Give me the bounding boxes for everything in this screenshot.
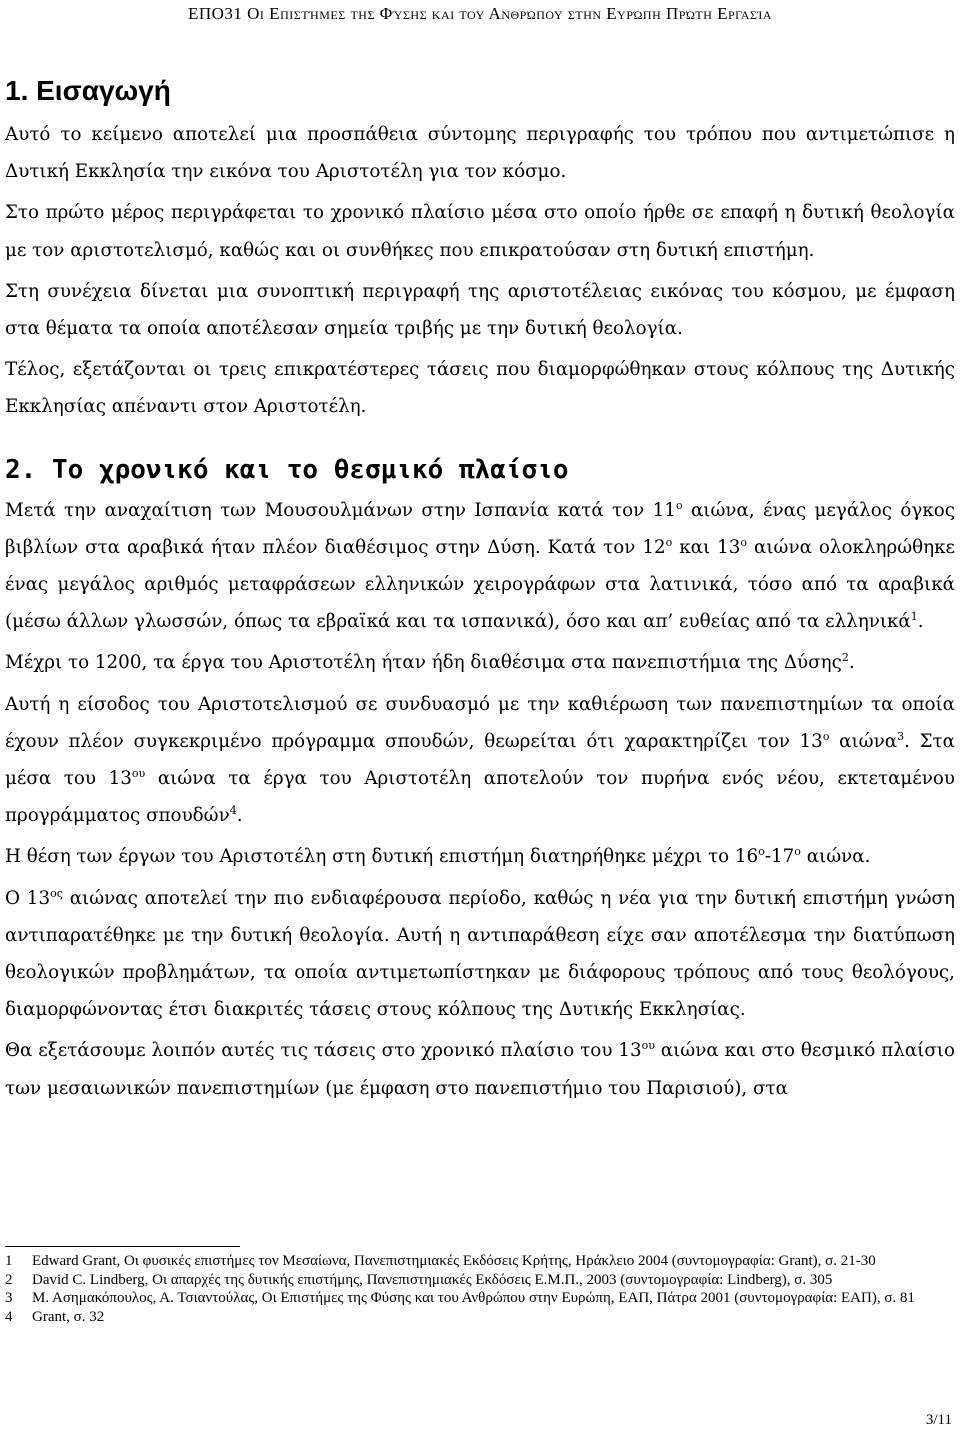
context-paragraph-4: Η θέση των έργων του Αριστοτέλη στη δυτική επιστήμη διατηρήθηκε μέχρι το $16^o-17^o$ αιώνα. (5, 845, 871, 868)
footnote-1: 1 Edward Grant, Οι φυσικές επιστήμες τον Μεσαίωνα, Πανεπιστημιακές Εκδόσεις Κρήτης, Ηράκλειο 2004 (συντομογραφία: Grant), σ. 21-30 (5, 1253, 876, 1269)
document-body (5, 72, 955, 1111)
footnote-separator (5, 1246, 240, 1247)
footnote-ref-2: 2 (841, 651, 849, 665)
footnote-ref-4: 4 (229, 804, 237, 818)
footnote-3: 3 Μ. Ασημακόπουλος, Α. Τσιαντούλας, Οι Επιστήμες της Φύσης και του Ανθρώπου στην Ευρώπη, ΕΑΠ, Πάτρα 2001 (συντομογραφία: ΕΑΠ), σ. 81 (5, 1290, 915, 1307)
page-number: 3/11 (925, 1412, 952, 1428)
intro-paragraph-1: Αυτό το κείμενο αποτελεί μια προσπάθεια σύντομης περιγραφής του τρόπου που αντιμετώπισε η Δυτική Εκκλησία την εικόνα του Αριστοτέλη για τον κόσμο. (5, 124, 955, 183)
footnote-ref-1: 1 (910, 610, 918, 624)
context-paragraph-5: Ο $13^{o\varsigma}$ αιώνας αποτελεί την πιο ενδιαφέρουσα περίοδο, καθώς η νέα για την δυτική επιστήμη γνώση αντιπαρατέθηκε με την δυτική θεολογία. Αυτή η αντιπαράθεση είχε σαν αποτέλεσμα την διατύπωση θεολογικών προβλημάτων, τα οποία αντιμετωπίστηκαν με διάφορους τρόπους από τους θεολόγους, διαμορφώνοντας έτσι διακριτές τάσεις στους κόλπους της Δυτικής Εκκλησίας. (5, 886, 955, 1021)
intro-paragraph-3: Στη συνέχεια δίνεται μια συνοπτική περιγραφή της αριστοτέλειας εικόνας του κόσμου, με έμφαση στα θέματα τα οποία αποτέλεσαν σημεία τριβής με την δυτική θεολογία. (5, 280, 955, 340)
section-2-title: 2. Το χρονικό και το θεσμικό πλαίσιο (5, 454, 569, 485)
footnote-4: 4 Grant, σ. 32 (5, 1308, 105, 1325)
context-paragraph-3: Αυτή η είσοδος του Αριστοτελισμού σε συνδυασμό με την καθιέρωση των πανεπιστημίων τα οποία έχουν πλέον συγκεκριμένο πρόγραμμα σπουδών, θεωρείται ότι χαρακτηρίζει τον $13^o$ αιώνα$^3$. Στα μέσα του $13^{o\upsilon}$ αιώνα τα έργα του Αριστοτέλη αποτελούν τον πυρήνα ενός νέου, εκτεταμένου προγράμματος σπουδών$^4$. (5, 693, 956, 827)
footnotes (5, 1252, 955, 1326)
section-1-title: 1. Εισαγωγή (5, 75, 171, 106)
intro-paragraph-2: Στο πρώτο μέρος περιγράφεται το χρονικό πλαίσιο μέσα στο οποίο ήρθε σε επαφή η δυτική θεολογία με τον αριστοτελισμό, καθώς και οι συνθήκες που επικρατούσαν στη δυτική επιστήμη. (5, 202, 955, 261)
context-paragraph-2: Μέχρι το 1200, τα έργα του Αριστοτέλη ήταν ήδη διαθέσιμα στα πανεπιστήμια της Δύσης$^2$. (5, 651, 855, 674)
running-header: ΕΠΟ31 Οι Επιστήμες της Φύσης και του Ανθρώπου στην Ευρώπη Πρώτη Εργασία (187, 4, 773, 23)
context-paragraph-1: Μετά την αναχαίτιση των Μουσουλμάνων στην Ισπανία κατά τον $11^o$ αιώνα, ένας μεγάλος όγκος βιβλίων στα αραβικά ήταν πλέον διαθέσιμος στην Δύση. Κατά τον $12^o$ και $13^o$ αιώνα ολοκληρώθηκε ένας μεγάλος αριθμός μεταφράσεων ελληνικών χειρογράφων στα λατινικά, τόσο από τα αραβικά (μέσω άλλων γλωσσών, όπως τα εβραϊκά και τα ισπανικά), όσο και απ’ ευθείας από τα ελληνικά$^1$. (5, 498, 955, 633)
intro-paragraph-4: Τέλος, εξετάζονται οι τρεις επικρατέστερες τάσεις που διαμορφώθηκαν στους κόλπους της Δυτικής Εκκλησίας απέναντι στον Αριστοτέλη. (5, 359, 955, 418)
footnote-2: 2 David C. Lindberg, Οι απαρχές της δυτικής επιστήμης, Πανεπιστημιακές Εκδόσεις Ε.Μ.Π., 2003 (συντομογραφία: Lindberg), σ. 305 (5, 1271, 833, 1288)
context-paragraph-6: Θα εξετάσουμε λοιπόν αυτές τις τάσεις στο χρονικό πλαίσιο του $13^{o\upsilon}$ αιώνα και στο θεσμικό πλαίσιο των μεσαιωνικών πανεπιστημίων (με έμφαση στο πανεπιστήμιο του Παρισιού), στα (5, 1039, 955, 1099)
footnote-ref-3: 3 (897, 729, 905, 743)
